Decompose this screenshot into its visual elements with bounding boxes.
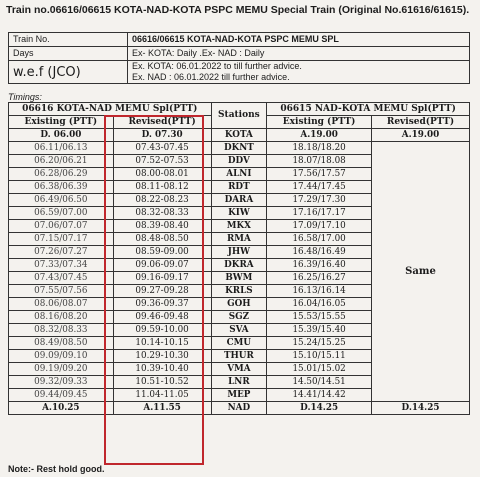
- cell-station: JHW: [211, 246, 267, 259]
- info-row-wef: [9, 61, 470, 84]
- cell-existing-r: 17.16/17.17: [267, 207, 372, 220]
- cell-station: SGZ: [211, 311, 267, 324]
- cell-existing: 06.28/06.29: [9, 168, 114, 181]
- cell-station: RDT: [211, 181, 267, 194]
- note: Note:- Rest hold good.: [8, 464, 105, 474]
- cell-station: SVA: [211, 324, 267, 337]
- cell-revised-r: A.19.00: [372, 129, 470, 142]
- cell-revised: 09.27-09.28: [113, 285, 211, 298]
- cell-existing-r: 16.39/16.40: [267, 259, 372, 272]
- cell-existing: 09.32/09.33: [9, 376, 114, 389]
- header-revised-r: Revised(PTT): [372, 116, 470, 129]
- cell-station: DARA: [211, 194, 267, 207]
- cell-revised: 09.46-09.48: [113, 311, 211, 324]
- cell-existing: 08.16/08.20: [9, 311, 114, 324]
- cell-existing: 06.20/06.21: [9, 155, 114, 168]
- cell-station: KIW: [211, 207, 267, 220]
- cell-station: BWM: [211, 272, 267, 285]
- cell-station: LNR: [211, 376, 267, 389]
- train-no-label: Train No.: [9, 33, 128, 47]
- header-left-group: 06616 KOTA-NAD MEMU Spl(PTT): [9, 103, 212, 116]
- cell-revised: 08.00-08.01: [113, 168, 211, 181]
- cell-existing: 07.06/07.07: [9, 220, 114, 233]
- timings-label: Timings:: [8, 92, 42, 102]
- wef-value-kota: Ex. KOTA: 06.01.2022 to till further advice.: [132, 61, 302, 71]
- cell-revised: 10.51-10.52: [113, 376, 211, 389]
- train-info-table: [8, 32, 470, 84]
- cell-existing-r: 15.53/15.55: [267, 311, 372, 324]
- cell-existing: 07.15/07.17: [9, 233, 114, 246]
- cell-revised: 09.59-10.00: [113, 324, 211, 337]
- cell-station: GOH: [211, 298, 267, 311]
- cell-existing-r: 14.41/14.42: [267, 389, 372, 402]
- table-row: [9, 129, 470, 142]
- cell-existing: A.10.25: [9, 402, 114, 415]
- cell-revised: 10.39-10.40: [113, 363, 211, 376]
- cell-station: VMA: [211, 363, 267, 376]
- cell-existing: 09.09/09.10: [9, 350, 114, 363]
- cell-station: CMU: [211, 337, 267, 350]
- cell-existing: 08.06/08.07: [9, 298, 114, 311]
- cell-existing-r: 18.07/18.08: [267, 155, 372, 168]
- cell-existing-r: 15.39/15.40: [267, 324, 372, 337]
- info-row-days: [9, 47, 470, 61]
- cell-revised: 09.16-09.17: [113, 272, 211, 285]
- wef-value-nad: Ex. NAD : 06.01.2022 till further advice.: [132, 72, 290, 82]
- cell-existing: 08.49/08.50: [9, 337, 114, 350]
- cell-existing: 06.11/06.13: [9, 142, 114, 155]
- wef-value: [128, 61, 470, 84]
- cell-existing-r: 14.50/14.51: [267, 376, 372, 389]
- cell-existing-r: 16.48/16.49: [267, 246, 372, 259]
- cell-station: RMA: [211, 233, 267, 246]
- cell-revised: 10.14-10.15: [113, 337, 211, 350]
- cell-existing-r: D.14.25: [267, 402, 372, 415]
- header-existing-r: Existing (PTT): [267, 116, 372, 129]
- cell-station: ALNI: [211, 168, 267, 181]
- cell-revised: 10.29-10.30: [113, 350, 211, 363]
- cell-existing-r: 17.29/17.30: [267, 194, 372, 207]
- cell-existing: 08.32/08.33: [9, 324, 114, 337]
- cell-existing: 06.59/07.00: [9, 207, 114, 220]
- cell-existing-r: 17.56/17.57: [267, 168, 372, 181]
- cell-station: DDV: [211, 155, 267, 168]
- document-title: Train no.06616/06615 KOTA-NAD-KOTA PSPC MEMU Special Train (Original No.61616/61615).: [6, 4, 470, 16]
- header-stations: Stations: [211, 103, 267, 129]
- cell-existing: 07.43/07.45: [9, 272, 114, 285]
- cell-revised: D. 07.30: [113, 129, 211, 142]
- cell-existing: 09.19/09.20: [9, 363, 114, 376]
- cell-existing-r: 16.25/16.27: [267, 272, 372, 285]
- cell-station: MEP: [211, 389, 267, 402]
- cell-existing: D. 06.00: [9, 129, 114, 142]
- cell-station: DKRA: [211, 259, 267, 272]
- cell-station: NAD: [211, 402, 267, 415]
- cell-station: MKX: [211, 220, 267, 233]
- timetable-group-header: [9, 103, 470, 116]
- cell-revised: 09.36-09.37: [113, 298, 211, 311]
- cell-existing: 06.49/06.50: [9, 194, 114, 207]
- days-label: Days: [9, 47, 128, 61]
- cell-revised: 11.04-11.05: [113, 389, 211, 402]
- cell-revised: 08.32-08.33: [113, 207, 211, 220]
- timetable-body: [9, 129, 470, 415]
- cell-revised: 07.43-07.45: [113, 142, 211, 155]
- wef-label: w.e.f (JCO): [9, 61, 128, 84]
- cell-station: KOTA: [211, 129, 267, 142]
- cell-existing: 07.55/07.56: [9, 285, 114, 298]
- cell-revised: 08.22-08.23: [113, 194, 211, 207]
- cell-existing: 07.26/07.27: [9, 246, 114, 259]
- cell-existing-r: 18.18/18.20: [267, 142, 372, 155]
- cell-revised: 09.06-09.07: [113, 259, 211, 272]
- cell-same: Same: [372, 142, 470, 402]
- cell-existing-r: 15.01/15.02: [267, 363, 372, 376]
- cell-revised: A.11.55: [113, 402, 211, 415]
- cell-existing-r: 16.58/17.00: [267, 233, 372, 246]
- cell-station: DKNT: [211, 142, 267, 155]
- header-existing: Existing (PTT): [9, 116, 114, 129]
- header-right-group: 06615 NAD-KOTA MEMU Spl(PTT): [267, 103, 470, 116]
- cell-existing-r: 15.24/15.25: [267, 337, 372, 350]
- cell-revised: 08.48-08.50: [113, 233, 211, 246]
- cell-revised: 08.59-09.00: [113, 246, 211, 259]
- cell-existing: 06.38/06.39: [9, 181, 114, 194]
- cell-station: THUR: [211, 350, 267, 363]
- cell-revised: 08.39-08.40: [113, 220, 211, 233]
- cell-existing: 09.44/09.45: [9, 389, 114, 402]
- days-value: Ex- KOTA: Daily .Ex- NAD : Daily: [128, 47, 470, 61]
- cell-existing-r: 17.09/17.10: [267, 220, 372, 233]
- cell-revised-r: D.14.25: [372, 402, 470, 415]
- table-row: [9, 142, 470, 155]
- cell-existing-r: 16.04/16.05: [267, 298, 372, 311]
- table-row: [9, 402, 470, 415]
- cell-existing-r: 17.44/17.45: [267, 181, 372, 194]
- cell-existing-r: 15.10/15.11: [267, 350, 372, 363]
- cell-revised: 07.52-07.53: [113, 155, 211, 168]
- info-row-train-no: [9, 33, 470, 47]
- timetable: [8, 102, 470, 415]
- cell-station: KRLS: [211, 285, 267, 298]
- cell-existing-r: A.19.00: [267, 129, 372, 142]
- cell-existing-r: 16.13/16.14: [267, 285, 372, 298]
- cell-existing: 07.33/07.34: [9, 259, 114, 272]
- cell-revised: 08.11-08.12: [113, 181, 211, 194]
- header-revised: Revised(PTT): [113, 116, 211, 129]
- train-no-value: 06616/06615 KOTA-NAD-KOTA PSPC MEMU SPL: [128, 33, 470, 47]
